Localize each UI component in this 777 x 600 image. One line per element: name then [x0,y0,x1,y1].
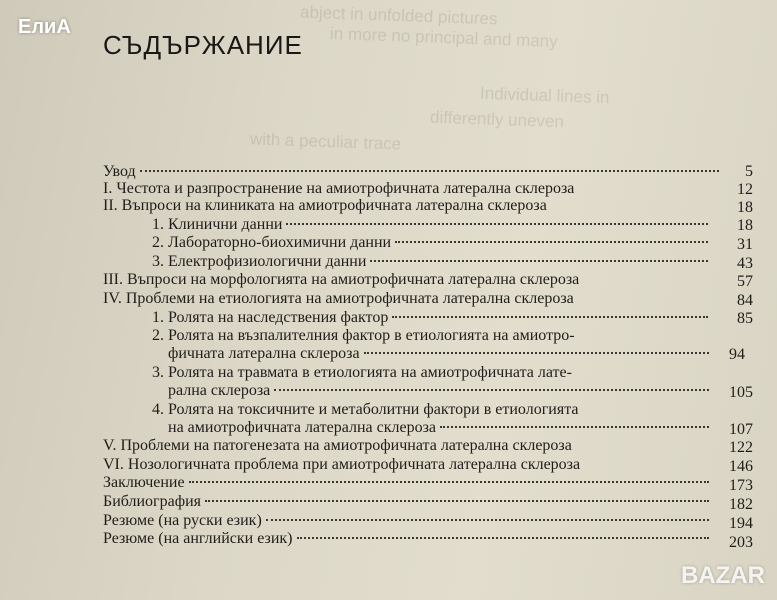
toc-page-number: 57 [737,273,753,290]
toc-entry-text: 1. Клинични данни [152,216,283,233]
toc-entry [103,290,703,308]
toc-page-number: 194 [729,515,753,532]
toc-page-number: 107 [729,421,753,438]
toc-page-number: 122 [729,439,753,456]
dot-leader [370,260,708,262]
toc-entry-text: 3. Ролята на травмата в етиологията на амиотрофичната лате- [152,364,572,381]
toc-page-number: 12 [737,181,753,198]
bleed-through-text: with a peculiar trace [249,129,402,154]
toc-entry [103,456,703,474]
toc-entry [103,530,713,548]
toc-entry-text: 1. Ролята на наследствения фактор [152,309,389,326]
toc-entry [103,493,713,511]
toc-entry-text: на амиотрофичната латерална склероза [168,419,436,436]
dot-leader [440,426,709,428]
toc-entry-text: Резюме (на английски език) [103,530,293,547]
toc-page-number: 43 [737,255,753,272]
dot-leader [286,223,708,225]
toc-page-number: 85 [737,310,753,327]
toc-entry [152,216,712,234]
toc-page-number: 105 [729,384,753,401]
toc-entry-text: VI. Нозологичната проблема при амиотрофичната латерална склероза [103,456,581,473]
toc-page-number: 203 [729,534,753,551]
toc-entry-text: Библиография [103,493,201,510]
dot-leader [364,352,709,354]
toc-entry [152,327,712,345]
toc-entry-text: 3. Електрофизиологични данни [152,253,367,270]
toc-page-number: 5 [745,163,753,180]
toc-entry [103,437,703,455]
toc-entry [168,419,713,437]
bleed-through-text: in more no principal and many [329,24,559,51]
toc-entry [152,253,712,271]
toc-entry-text: 2. Ролята на възпалителния фактор в етиологията на амиотро- [152,327,575,344]
toc-entry-text: II. Въпроси на клиниката на амиотрофичната латерална склероза [103,197,547,214]
toc-entry-text: IV. Проблеми на етиологията на амиотрофичната латерална склероза [103,290,574,307]
toc-entry [103,197,703,215]
toc-entry [152,364,712,382]
toc-page-number: 182 [729,496,753,513]
watermark-logo: BAZAR [681,562,765,589]
toc-page-number: 173 [729,477,753,494]
dot-leader [140,170,719,172]
toc-entry [103,163,723,181]
dot-leader [189,481,709,483]
toc-entry [103,512,713,530]
toc-entry [168,382,713,400]
dot-leader [205,500,709,502]
dot-leader [297,537,709,539]
toc-entry-text: рална склероза [168,382,271,399]
dot-leader [392,316,708,318]
toc-entry [103,474,713,492]
toc-entry [152,309,712,327]
page-title: СЪДЪРЖАНИЕ [103,30,303,60]
toc-entry [103,180,703,198]
toc-entry-text: I. Честота и разпространение на амиотрофичната латерална склероза [103,180,575,197]
toc-entry-text: 2. Лабораторно-биохимични данни [152,234,392,251]
toc-page-number: 94 [729,346,745,363]
dot-leader [274,389,709,391]
toc-entry-text: V. Проблеми на патогенезата на амиотрофичната латерална склероза [103,437,572,454]
toc-entry-text: 4. Ролята на токсичните и метаболитни фактори в етиологията [152,401,579,418]
toc-page-number: 18 [737,217,753,234]
dot-leader [266,519,709,521]
toc-entry [103,271,703,289]
toc-page-number: 18 [737,199,753,216]
toc-entry-text: Заключение [103,474,185,491]
bleed-through-text: differently uneven [429,107,565,132]
watermark-logo: ЕлиА [18,16,71,38]
toc-entry-text: Увод [103,163,136,180]
dot-leader [395,241,708,243]
toc-page-number: 146 [729,458,753,475]
toc-entry [152,401,712,419]
bleed-through-text: abject in unfolded pictures [299,2,498,29]
bleed-through-text: Individual lines in [479,83,610,108]
toc-entry [152,234,712,252]
toc-entry [168,345,713,363]
toc-page-number: 84 [737,292,753,309]
toc-page-number: 31 [737,236,753,253]
toc-entry-text: III. Въпроси на морфологията на амиотрофичната латерална склероза [103,271,580,288]
toc-entry-text: Резюме (на руски език) [103,512,262,529]
toc-entry-text: фичната латерална склероза [168,345,360,362]
